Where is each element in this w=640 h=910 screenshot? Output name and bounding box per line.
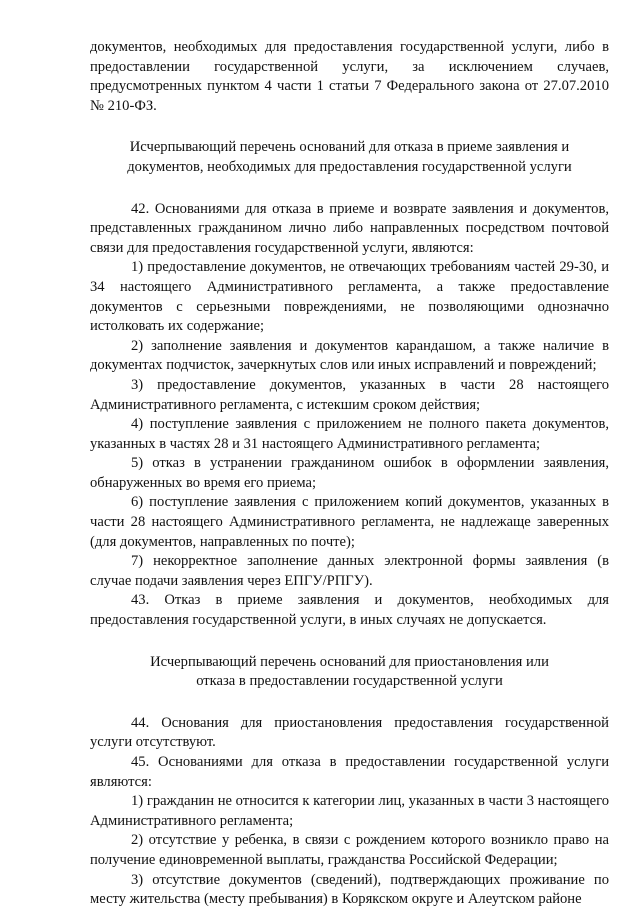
section-heading-refusal-acceptance: [90, 138, 609, 177]
heading-line: Исчерпывающий перечень оснований для приостановления или: [150, 653, 549, 670]
heading-line: отказа в предоставлении государственной услуги: [196, 673, 503, 690]
heading-line: Исчерпывающий перечень оснований для отказа в приеме заявления и: [129, 139, 570, 156]
list-item: 1) гражданин не относится к категории лиц, указанных в части 3 настоящего Административного регламента;: [90, 793, 609, 829]
list-item: 3) предоставление документов, указанных в части 28 настоящего Административного регламента, с истекшим сроком действия;: [90, 376, 609, 413]
document-page: [90, 38, 609, 910]
list-item: 3) отсутствие документов (сведений), подтверждающих проживание по месту жительства (месту пребывания) в Корякском округе и Алеутском районе: [90, 871, 609, 908]
paragraph-42-intro: 42. Основаниями для отказа в приеме и возврате заявления и документов, представленных гражданином лично либо направленных посредством почтовой связи для предоставления государственной услуги, являются:: [90, 200, 609, 256]
paragraph-44: 44. Основания для приостановления предоставления государственной услуги отсутствуют.: [90, 714, 609, 751]
list-item: 2) отсутствие у ребенка, в связи с рождением которого возникло право на получение единовременной выплаты, гражданства Российской Федерации;: [90, 832, 609, 868]
list-item: 2) заполнение заявления и документов карандашом, а также наличие в документах подчисток, зачеркнутых слов или иных исправлений и повреждений;: [90, 337, 609, 374]
list-item: 4) поступление заявления с приложением не полного пакета документов, указанных в частях 28 и 31 настоящего Административного регламента;: [90, 416, 609, 452]
list-item: 5) отказ в устранении гражданином ошибок в оформлении заявления, обнаруженных во время его приема;: [90, 455, 609, 491]
list-item: 7) некорректное заполнение данных электронной формы заявления (в случае подачи заявления через ЕПГУ/РПГУ).: [90, 553, 609, 589]
paragraph-43: 43. Отказ в приеме заявления и документов, необходимых для предоставления государственной услуги, в иных случаях не допускается.: [90, 592, 609, 629]
opening-paragraph: документов, необходимых для предоставления государственной услуги, либо в предоставлении государственной услуги, за исключением случаев, предусмотренных пунктом 4 части 1 статьи 7 Федерального закона от 27.07.2010 № 210-ФЗ.: [90, 39, 609, 114]
list-item: 6) поступление заявления с приложением копий документов, указанных в части 28 настоящего Административного регламента, не надлежаще заверенных (для документов, направленных по почте);: [90, 494, 609, 550]
section-heading-suspension-refusal: [90, 653, 609, 692]
list-item: 1) предоставление документов, не отвечающих требованиям частей 29-30, и 34 настоящего Административного регламента, а также предоставление документов с серьезными повреждениями, не позволяющими однозначно истолковать их содержание;: [90, 259, 609, 335]
paragraph-45-intro: 45. Основаниями для отказа в предоставлении государственной услуги являются:: [90, 754, 609, 790]
heading-line: документов, необходимых для предоставления государственной услуги: [127, 158, 572, 175]
